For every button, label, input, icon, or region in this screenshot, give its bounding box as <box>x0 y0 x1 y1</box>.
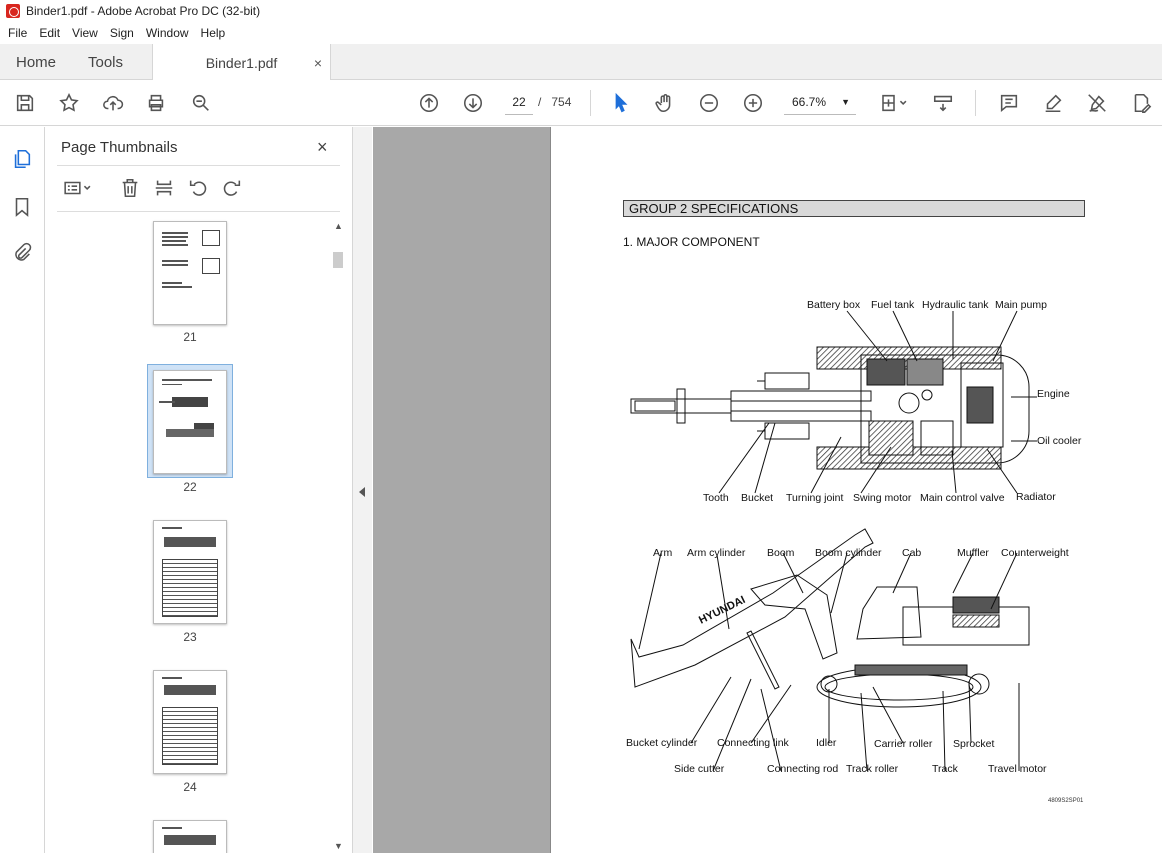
zoom-out-icon[interactable] <box>697 91 721 115</box>
title-bar <box>0 0 1162 22</box>
thumbnail-label: 24 <box>183 780 197 794</box>
page-thumbnails-panel <box>45 127 352 853</box>
panel-divider <box>57 165 340 166</box>
label-bucket-cylinder: Bucket cylinder <box>626 737 698 749</box>
menu-edit[interactable]: Edit <box>39 26 61 40</box>
document-viewport[interactable] <box>373 127 1162 853</box>
swing-motor-shape <box>899 393 919 413</box>
tab-document[interactable] <box>152 44 331 81</box>
section-title: 1. MAJOR COMPONENT <box>623 235 760 249</box>
rotate-counterclockwise-icon[interactable] <box>187 177 209 199</box>
hand-tool-icon[interactable] <box>653 91 677 115</box>
menu-file[interactable]: File <box>8 26 28 40</box>
label-engine: Engine <box>1037 388 1070 400</box>
label-radiator: Radiator <box>1016 491 1056 503</box>
navigation-rail <box>0 127 45 853</box>
label-arm: Arm <box>653 547 673 559</box>
label-sprocket: Sprocket <box>953 738 995 750</box>
delete-page-icon[interactable] <box>119 177 141 199</box>
comment-icon[interactable] <box>997 91 1021 115</box>
tab-tools[interactable]: Tools <box>88 53 124 71</box>
thumbnail-label: 23 <box>183 630 197 644</box>
upload-cloud-icon[interactable] <box>101 91 125 115</box>
label-counterweight: Counterweight <box>1001 547 1069 559</box>
highlight-pen-icon[interactable] <box>1041 91 1065 115</box>
chevron-down-icon: ▼ <box>841 97 850 107</box>
thumbnail-page-25[interactable] <box>153 820 227 853</box>
label-connecting-link: Connecting link <box>717 737 789 749</box>
label-connecting-rod: Connecting rod <box>767 763 839 775</box>
label-boom: Boom <box>767 547 795 559</box>
label-tooth: Tooth <box>703 492 729 504</box>
bucket-top-shape <box>765 373 809 439</box>
battery-box-shape <box>867 359 905 385</box>
cab-side-shape <box>857 587 921 639</box>
pdf-page <box>550 127 1162 853</box>
label-cab: Cab <box>902 547 922 559</box>
boom-side-shape <box>751 575 837 659</box>
panel-divider <box>57 211 340 212</box>
thumbnail-page-21[interactable] <box>153 221 227 325</box>
thumbnail-scrollbar[interactable] <box>331 219 345 853</box>
panel-title: Page Thumbnails <box>61 139 178 156</box>
toolbar-divider <box>975 90 976 116</box>
fuel-tank-shape <box>907 359 943 385</box>
tab-bar <box>0 44 1162 80</box>
close-panel-icon[interactable]: × <box>317 137 328 157</box>
rotate-clockwise-icon[interactable] <box>221 177 243 199</box>
label-hydraulic-tank: Hydraulic tank <box>922 299 989 311</box>
next-page-icon[interactable] <box>461 91 485 115</box>
label-side-cutter: Side cutter <box>674 763 725 775</box>
bucket-side-shape <box>747 631 779 689</box>
main-toolbar <box>0 80 1162 126</box>
acrobat-icon <box>6 4 20 18</box>
bookmarks-icon[interactable] <box>11 196 33 218</box>
menu-window[interactable]: Window <box>145 26 189 40</box>
label-track: Track <box>932 763 958 775</box>
group-heading: GROUP 2 SPECIFICATIONS <box>623 200 1085 217</box>
page-fit-icon[interactable] <box>876 91 912 115</box>
label-muffler: Muffler <box>957 547 989 559</box>
page-total <box>538 91 571 115</box>
label-main-control-valve: Main control valve <box>920 492 1005 504</box>
label-fuel-tank: Fuel tank <box>871 299 915 311</box>
label-track-roller: Track roller <box>846 763 899 775</box>
attachments-icon[interactable] <box>11 242 33 264</box>
label-bucket: Bucket <box>741 492 774 504</box>
menu-view[interactable]: View <box>72 26 98 40</box>
label-swing-motor: Swing motor <box>853 492 912 504</box>
previous-page-icon[interactable] <box>417 91 441 115</box>
scrollbar-thumb[interactable] <box>333 252 343 268</box>
zoom-level: 66.7% <box>792 95 827 109</box>
total-pages: 754 <box>551 95 572 109</box>
label-main-pump: Main pump <box>995 299 1047 311</box>
menu-sign[interactable]: Sign <box>109 26 134 40</box>
panel-collapse-handle[interactable] <box>352 127 372 853</box>
label-battery-box: Battery box <box>807 299 861 311</box>
menu-help[interactable]: Help <box>200 26 226 40</box>
label-travel-motor: Travel motor <box>988 763 1047 775</box>
label-boom-cylinder: Boom cylinder <box>815 547 882 559</box>
label-turning-joint: Turning joint <box>786 492 844 504</box>
page-thumbnails-icon[interactable] <box>11 148 33 170</box>
bookmark-star-icon[interactable] <box>57 91 81 115</box>
tab-document-label: Binder1.pdf <box>205 54 278 71</box>
label-arm-cylinder: Arm cylinder <box>687 547 746 559</box>
thumbnail-label: 21 <box>183 330 197 344</box>
toolbar-divider <box>590 90 591 116</box>
label-oil-cooler: Oil cooler <box>1037 435 1082 447</box>
scroll-down-icon[interactable]: ▼ <box>334 841 343 851</box>
menu-bar <box>0 22 1162 44</box>
thumbnail-list <box>45 219 331 853</box>
label-idler: Idler <box>816 737 837 749</box>
brand-lettering: HYUNDAI <box>697 593 748 627</box>
zoom-in-icon[interactable] <box>741 91 765 115</box>
select-cursor-icon[interactable] <box>609 91 633 115</box>
save-icon[interactable] <box>13 91 37 115</box>
thumbnail-page-22[interactable] <box>153 370 227 474</box>
scroll-up-icon[interactable]: ▲ <box>334 221 343 231</box>
sign-pen-icon[interactable] <box>1085 91 1109 115</box>
thumbnail-page-23[interactable] <box>153 520 227 624</box>
page-number-input[interactable]: 22 <box>505 91 533 115</box>
more-tools-icon[interactable] <box>1129 91 1153 115</box>
figure-code: 4809S2SP01 <box>1048 798 1084 804</box>
page-separator: / <box>538 95 542 109</box>
tab-home[interactable]: Home <box>16 53 57 71</box>
window-title: Binder1.pdf - Adobe Acrobat Pro DC (32-bit) <box>26 4 261 18</box>
thumbnail-page-24[interactable] <box>153 670 227 774</box>
scrolling-mode-icon[interactable] <box>931 91 955 115</box>
print-icon[interactable] <box>144 91 168 115</box>
close-tab-icon[interactable]: × <box>313 54 322 71</box>
extract-pages-icon[interactable] <box>153 177 175 199</box>
zoom-level-select[interactable] <box>784 91 856 115</box>
thumbnail-options-icon[interactable] <box>61 177 97 199</box>
label-carrier-roller: Carrier roller <box>874 738 933 750</box>
collapse-arrow-icon[interactable] <box>359 487 365 497</box>
zoom-search-icon[interactable] <box>189 91 213 115</box>
thumbnail-label: 22 <box>183 480 197 494</box>
cab-top-shape <box>869 421 913 455</box>
